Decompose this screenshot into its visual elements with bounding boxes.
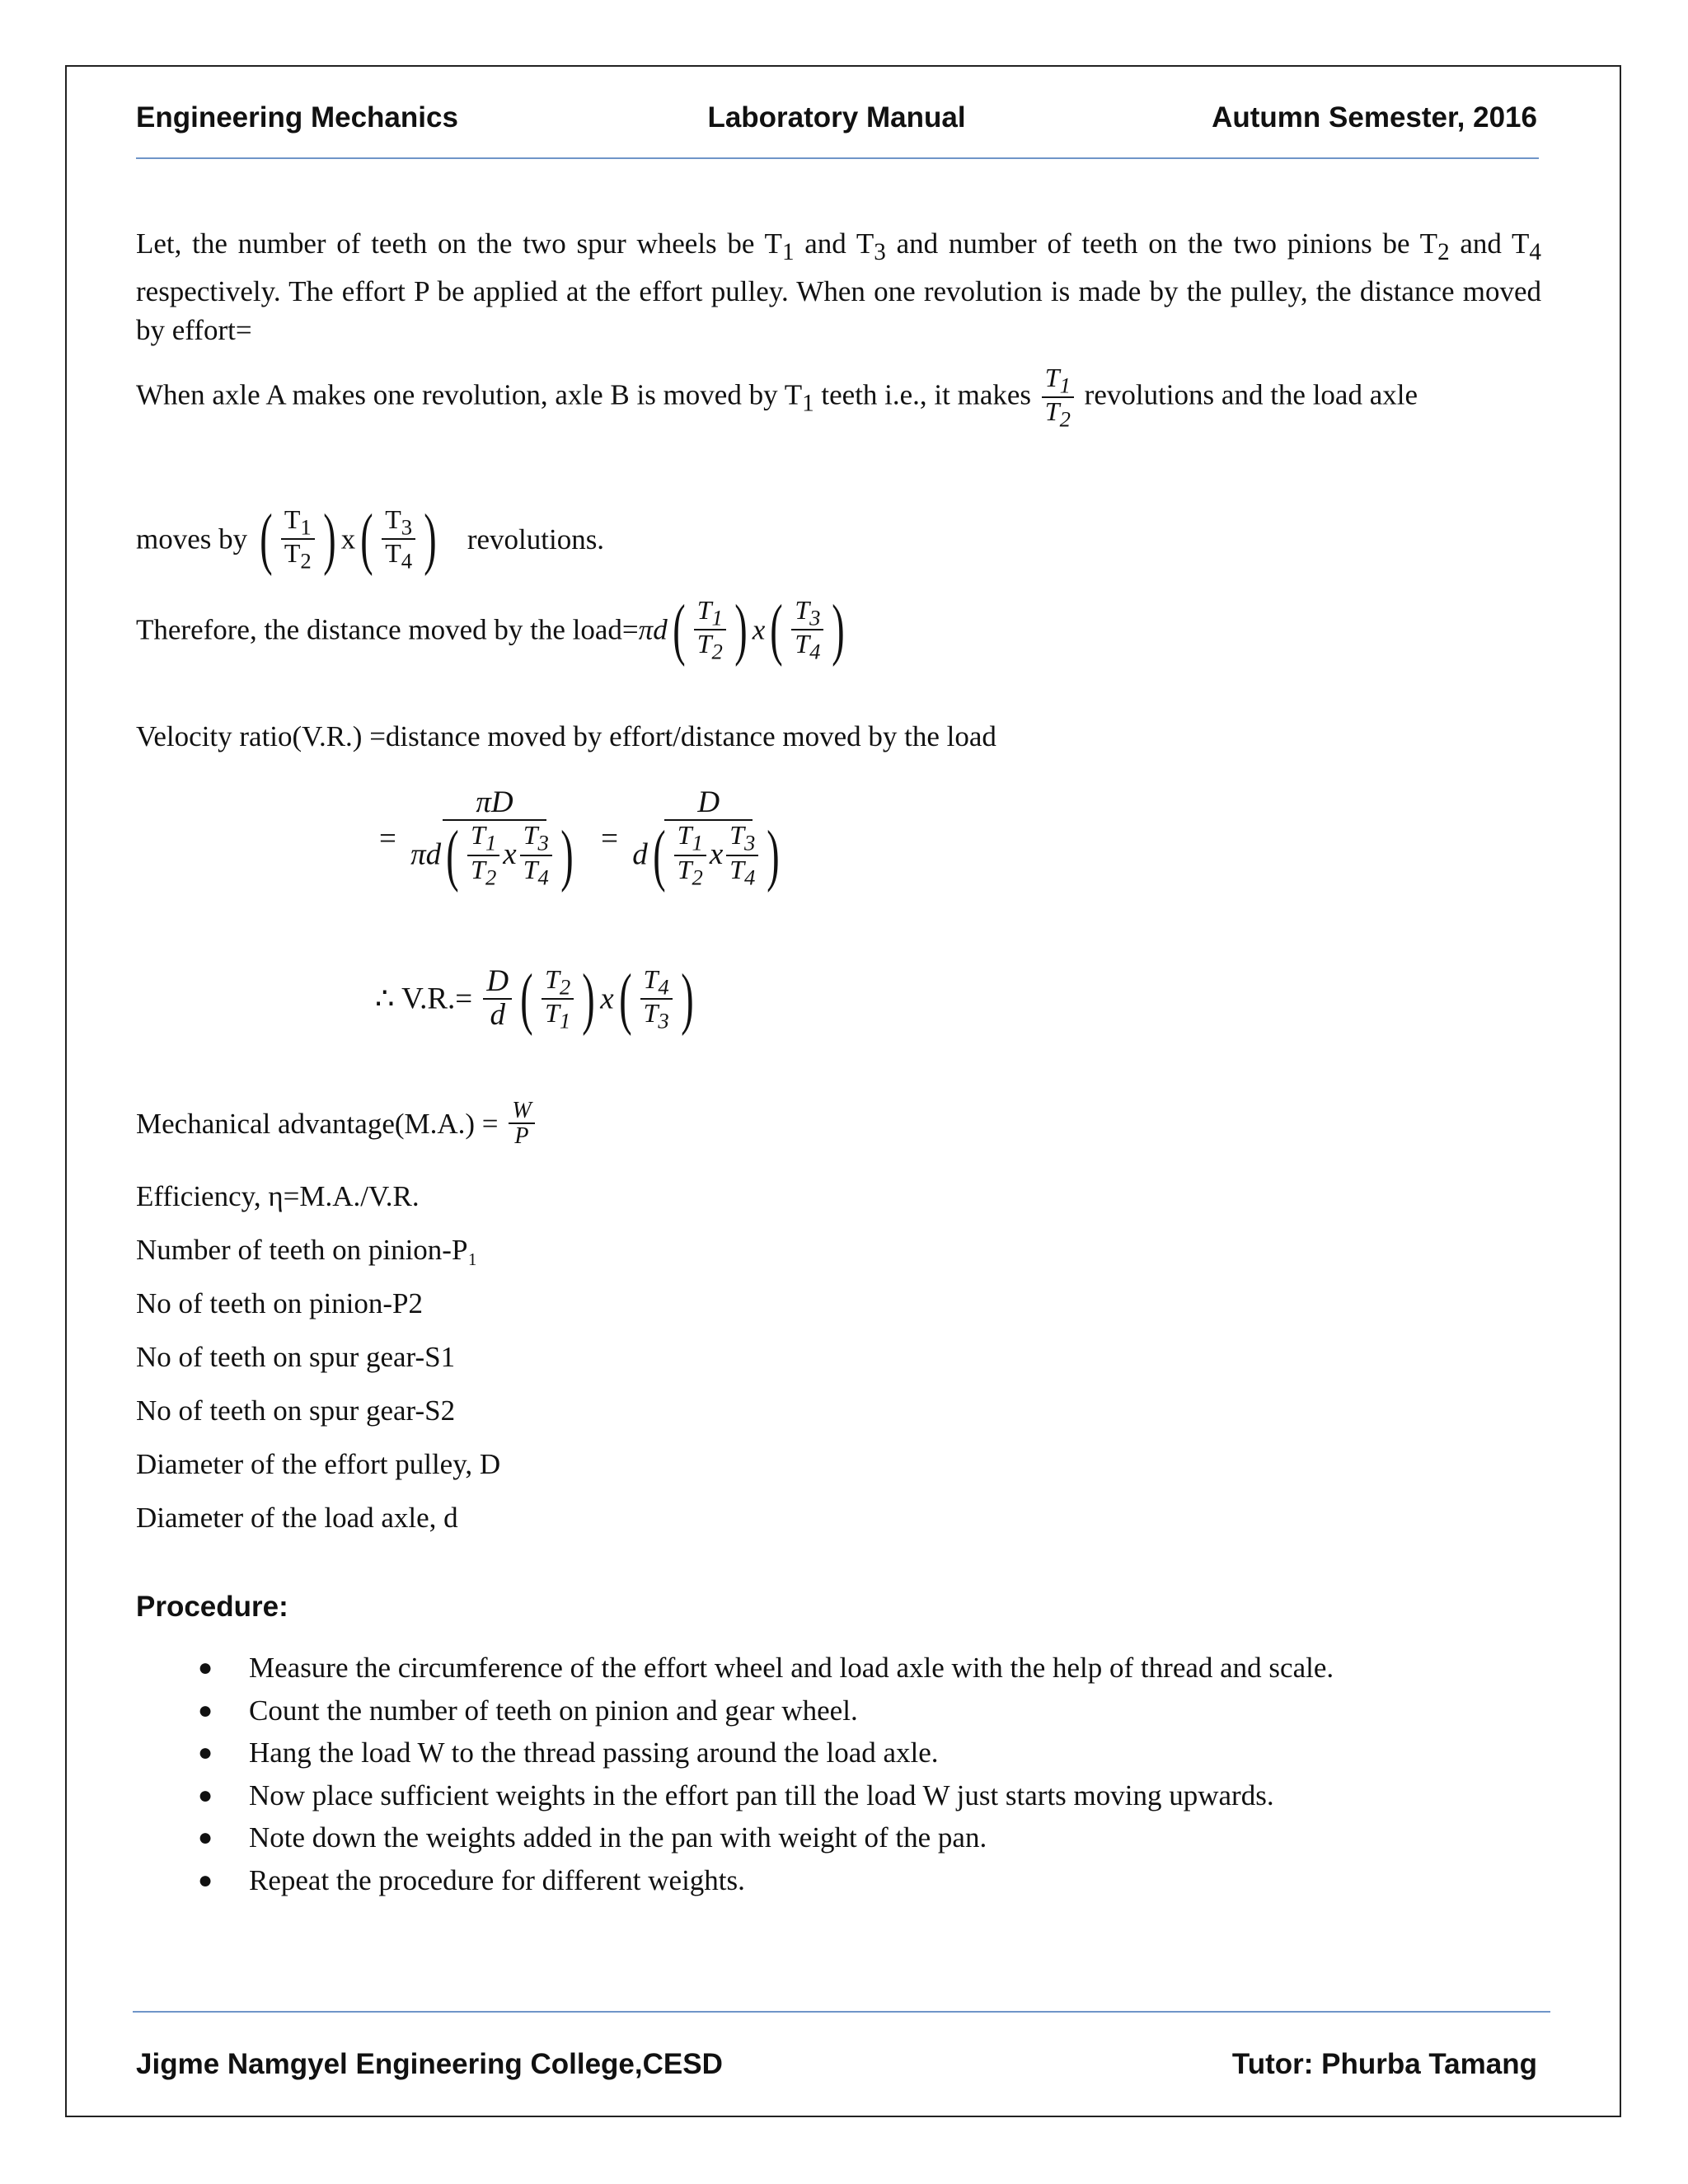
times-sign: x	[709, 837, 724, 872]
ratio-t3-t4	[520, 822, 552, 888]
vr-definition: Velocity ratio(V.R.) =distance moved by effort/distance moved by the load	[136, 720, 996, 752]
list-item	[198, 1816, 1334, 1859]
ratio-t2-t1	[542, 963, 574, 1033]
ma-fraction	[509, 1099, 534, 1149]
procedure-step: Count the number of teeth on pinion and gear wheel.	[249, 1694, 858, 1727]
subscript: 1	[692, 830, 703, 855]
header-manual-title: Laboratory Manual	[707, 101, 966, 134]
subscript: 3	[744, 830, 756, 855]
vr-result-label: ∴ V.R.=	[375, 982, 473, 1016]
page-header	[136, 101, 1537, 134]
load-axle-line: Diameter of the load axle, d	[136, 1502, 458, 1534]
intro-text: Let, the number of teeth on the two spur wheels be T	[136, 227, 782, 260]
subscript: 2	[711, 639, 723, 664]
procedure-list	[198, 1647, 1334, 1902]
footer-rule	[133, 2011, 1550, 2013]
numerator: T	[284, 504, 301, 534]
subscript: 1	[300, 514, 312, 539]
procedure-step: Repeat the procedure for different weights.	[249, 1863, 745, 1896]
subscript: 2	[1437, 239, 1450, 265]
numerator: T	[1044, 363, 1060, 392]
numerator: T	[385, 504, 401, 534]
subscript: 2	[559, 974, 571, 999]
times-sign: x	[340, 523, 356, 555]
procedure-heading: Procedure:	[136, 1591, 288, 1623]
pinion-p2-line: No of teeth on pinion-P2	[136, 1287, 424, 1319]
axle-text: revolutions and the load axle	[1084, 378, 1418, 411]
paren-group	[355, 504, 442, 574]
subscript: 2	[1059, 406, 1071, 432]
numerator: D	[664, 787, 753, 821]
footer-college: Jigme Namgyel Engineering College,CESD	[136, 2048, 723, 2080]
subscript: 1	[485, 830, 497, 855]
ma-text: Mechanical advantage(M.A.) =	[136, 1107, 499, 1140]
load-distance-text: Therefore, the distance moved by the load=	[136, 613, 639, 646]
subscript: 3	[874, 239, 886, 265]
paren-group	[668, 595, 753, 664]
denominator: T	[643, 998, 659, 1028]
vr-equation	[379, 787, 791, 890]
moves-text: revolutions.	[467, 523, 605, 555]
header-rule	[136, 157, 1539, 159]
ratio-t1-t2	[467, 822, 499, 888]
numerator: T	[696, 594, 712, 625]
subscript: 2	[300, 548, 312, 574]
axle-text: When axle A makes one revolution, axle B is moved by T	[136, 378, 803, 411]
subscript: 1	[559, 1008, 571, 1033]
numerator: T	[643, 963, 659, 994]
procedure-step: Note down the weights added in the pan with weight of the pan.	[249, 1821, 987, 1854]
list-item	[198, 1774, 1334, 1817]
times-sign: x	[752, 613, 766, 646]
paren-group	[614, 964, 699, 1033]
pinion-p1-line: Number of teeth on pinion-P₁	[136, 1234, 478, 1266]
subscript: 4	[401, 548, 413, 574]
denominator: T	[284, 538, 301, 568]
subscript: 3	[537, 830, 549, 855]
pi-d: πd	[410, 837, 442, 872]
denominator: T	[677, 854, 692, 884]
denominator: T	[385, 538, 401, 568]
subscript: 1	[711, 605, 723, 630]
times-sign: x	[600, 982, 614, 1016]
ratio-t1-t2	[694, 594, 726, 664]
ratio-t1-t2	[1042, 364, 1074, 431]
subscript: 1	[802, 390, 814, 417]
effort-pulley-line: Diameter of the effort pulley, D	[136, 1448, 501, 1480]
load-distance-line	[136, 595, 850, 664]
denominator: T	[523, 854, 538, 884]
subscript: 4	[1529, 239, 1541, 265]
intro-text: and T	[794, 227, 874, 260]
paren-group	[255, 504, 341, 574]
numerator: D	[483, 966, 512, 1000]
subscript: 3	[809, 605, 821, 630]
numerator: T	[523, 820, 538, 851]
subscript: 3	[658, 1008, 669, 1033]
subscript: 2	[485, 865, 497, 890]
subscript: 4	[809, 639, 821, 664]
procedure-step: Measure the circumference of the effort wheel and load axle with the help of thread and scale.	[249, 1652, 1334, 1684]
page-footer	[136, 2048, 1537, 2081]
vr-fraction-2	[629, 787, 788, 890]
list-item	[198, 1732, 1334, 1774]
axle-text: teeth i.e., it makes	[814, 378, 1039, 411]
efficiency-line: Efficiency, η=M.A./V.R.	[136, 1180, 420, 1212]
bullet-icon: ●	[198, 1696, 213, 1724]
pi-d: πd	[638, 613, 668, 646]
d-symbol: d	[632, 837, 648, 872]
numerator: W	[509, 1099, 534, 1124]
denominator: T	[696, 629, 712, 658]
d-ratio	[483, 966, 512, 1032]
subscript: 2	[692, 865, 703, 890]
moves-by-line	[136, 504, 604, 574]
denominator: d	[490, 998, 505, 1032]
denominator: P	[514, 1123, 529, 1150]
equals-sign: =	[379, 821, 396, 855]
ratio-t3-t4	[382, 506, 415, 573]
ratio-t1-t2	[674, 822, 706, 888]
paren-group	[765, 595, 850, 664]
numerator: T	[677, 820, 692, 851]
numerator: T	[795, 594, 810, 625]
vr-result	[375, 964, 699, 1033]
subscript: 1	[781, 239, 795, 265]
intro-text: and T	[1460, 227, 1530, 260]
intro-text: respectively. The effort P be applied at the effort pulley. When one revolution is made by the pulley, the distance moved by effort=	[136, 275, 1541, 346]
paren-group	[515, 964, 600, 1033]
denominator: T	[729, 854, 745, 884]
denominator: T	[1044, 396, 1060, 427]
intro-paragraph	[136, 224, 1541, 349]
paren-group	[648, 821, 785, 890]
numerator: πD	[443, 787, 546, 821]
ratio-t1-t2	[281, 506, 315, 573]
bullet-icon: ●	[198, 1781, 213, 1809]
spur-s2-line: No of teeth on spur gear-S2	[136, 1394, 456, 1427]
ma-line	[136, 1099, 538, 1149]
denominator: T	[545, 998, 560, 1028]
ratio-t4-t3	[640, 963, 673, 1033]
bullet-icon: ●	[198, 1654, 213, 1681]
footer-tutor: Tutor: Phurba Tamang	[1231, 2048, 1537, 2080]
bullet-icon: ●	[198, 1739, 213, 1767]
ratio-t3-t4	[726, 822, 758, 888]
bullet-icon: ●	[198, 1866, 213, 1894]
equals-sign: =	[601, 821, 618, 855]
vr-fraction-1	[407, 787, 582, 890]
subscript: 1	[1059, 373, 1071, 398]
procedure-step: Hang the load W to the thread passing around the load axle.	[249, 1736, 939, 1769]
subscript: 4	[744, 865, 756, 890]
ratio-t3-t4	[791, 594, 823, 664]
bullet-icon: ●	[198, 1824, 213, 1852]
list-item	[198, 1690, 1334, 1732]
spur-s1-line: No of teeth on spur gear-S1	[136, 1341, 456, 1373]
denominator: T	[471, 854, 485, 884]
header-course-title: Engineering Mechanics	[136, 101, 458, 134]
moves-text: moves by	[136, 523, 248, 555]
numerator: T	[471, 820, 485, 851]
paren-group	[441, 821, 579, 890]
subscript: 4	[537, 865, 549, 890]
list-item	[198, 1859, 1334, 1902]
numerator: T	[729, 820, 745, 851]
axle-paragraph	[136, 364, 1541, 431]
intro-text: and number of teeth on the two pinions be T	[885, 227, 1438, 260]
subscript: 3	[401, 514, 413, 539]
numerator: T	[545, 963, 560, 994]
subscript: 4	[658, 974, 669, 999]
procedure-step: Now place sufficient weights in the effort pan till the load W just starts moving upwards.	[249, 1779, 1274, 1811]
list-item	[198, 1647, 1334, 1690]
header-semester: Autumn Semester, 2016	[1212, 101, 1537, 134]
times-sign: x	[503, 837, 517, 872]
denominator: T	[795, 629, 810, 658]
